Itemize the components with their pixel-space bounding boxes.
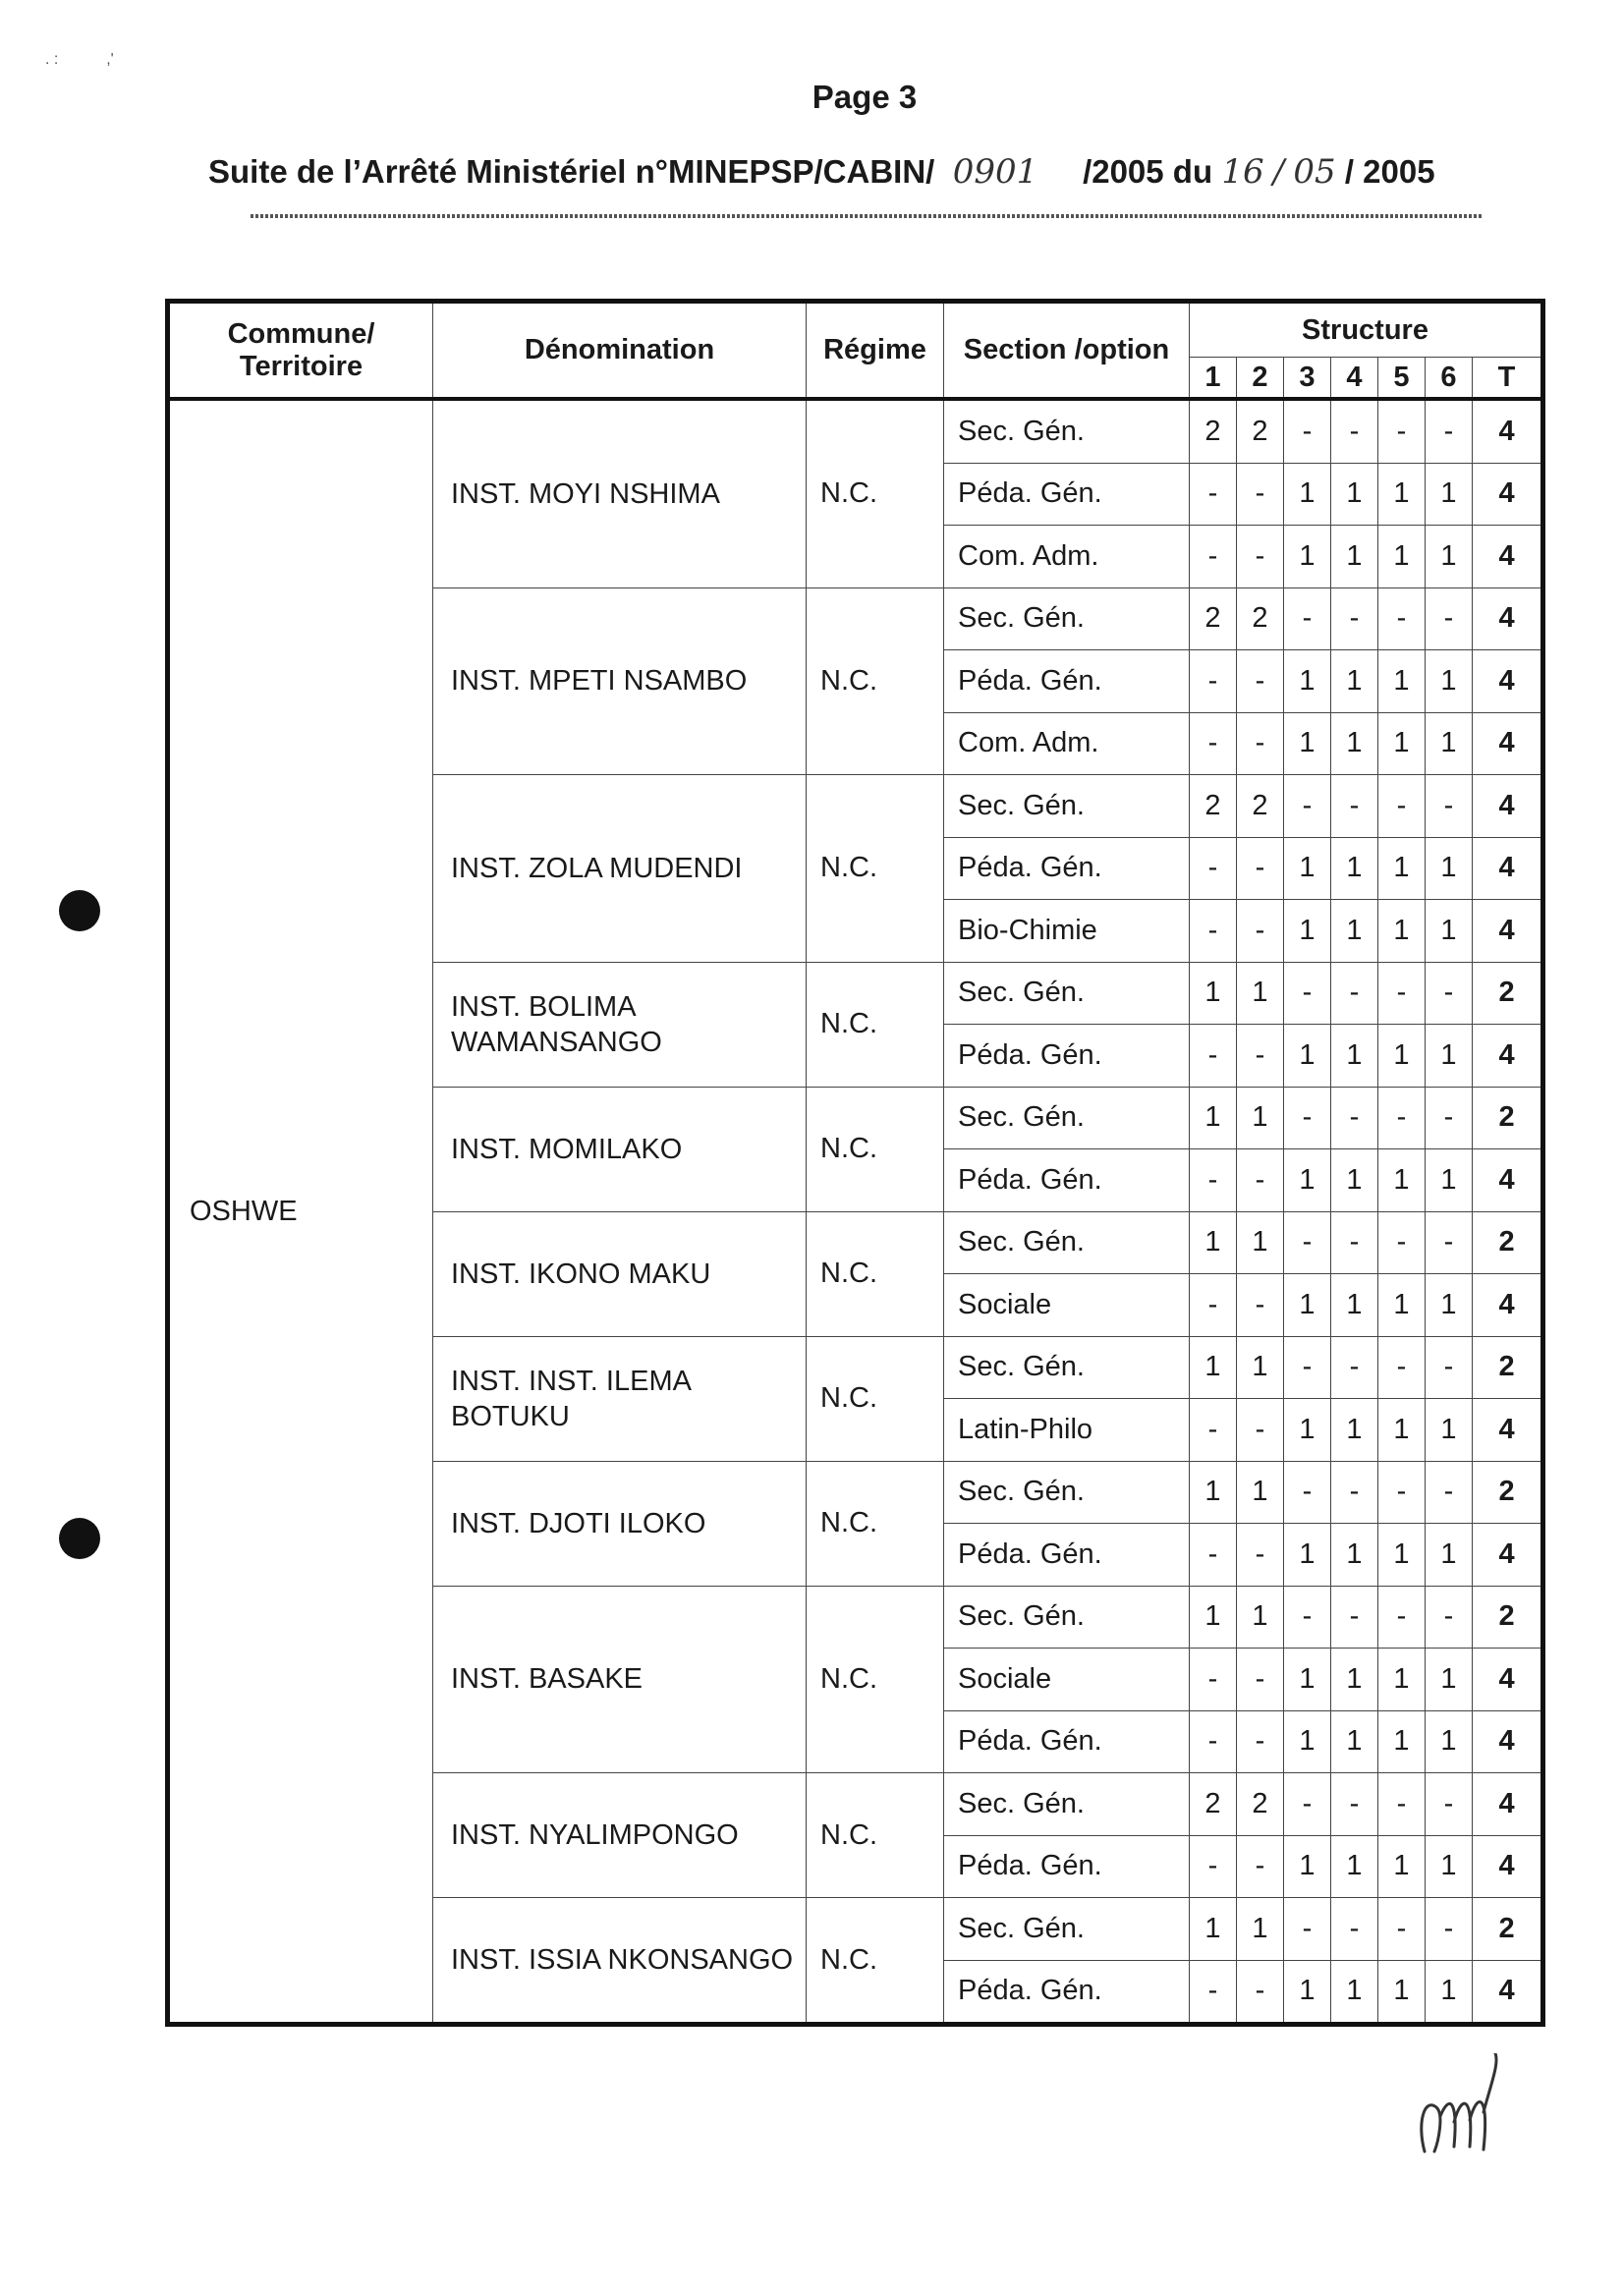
structure-cell: 1: [1284, 1710, 1331, 1773]
structure-total-cell: 4: [1473, 775, 1543, 838]
handwritten-month: 05: [1293, 152, 1336, 192]
heading-underline: [251, 214, 1482, 218]
structure-total-cell: 4: [1473, 650, 1543, 713]
page-number: Page 3: [812, 79, 918, 115]
structure-cell: -: [1190, 1025, 1237, 1088]
structure-cell: -: [1190, 526, 1237, 588]
section-option-cell: Sec. Gén.: [944, 775, 1190, 838]
structure-cell: 2: [1190, 399, 1237, 463]
section-option-cell: Sec. Gén.: [944, 1586, 1190, 1649]
punch-hole: [59, 890, 100, 931]
structure-cell: 1: [1331, 526, 1378, 588]
header-section-option: Section /option: [944, 302, 1190, 400]
structure-cell: 1: [1426, 1399, 1473, 1462]
structure-cell: -: [1378, 1211, 1426, 1274]
structure-cell: -: [1190, 650, 1237, 713]
structure-total-cell: 4: [1473, 837, 1543, 900]
regime-cell: N.C.: [807, 775, 944, 963]
structure-cell: -: [1237, 1399, 1284, 1462]
structure-cell: -: [1378, 1336, 1426, 1399]
structure-cell: -: [1190, 1960, 1237, 2025]
structure-total-cell: 2: [1473, 1087, 1543, 1149]
structure-cell: 1: [1331, 1274, 1378, 1337]
header-structure-col: 5: [1378, 358, 1426, 400]
structure-cell: -: [1284, 1336, 1331, 1399]
structure-cell: -: [1378, 1461, 1426, 1524]
structure-total-cell: 4: [1473, 587, 1543, 650]
structure-cell: 1: [1378, 650, 1426, 713]
regime-cell: N.C.: [807, 399, 944, 587]
structure-cell: -: [1190, 1149, 1237, 1212]
structure-cell: -: [1237, 712, 1284, 775]
structure-cell: 1: [1426, 1649, 1473, 1711]
structure-total-cell: 4: [1473, 1149, 1543, 1212]
structure-total-cell: 4: [1473, 1025, 1543, 1088]
structure-cell: 1: [1331, 1149, 1378, 1212]
structure-cell: 1: [1378, 1835, 1426, 1898]
header-structure-col: 4: [1331, 358, 1378, 400]
structure-cell: -: [1331, 1087, 1378, 1149]
header-structure-col: 1: [1190, 358, 1237, 400]
section-option-cell: Sec. Gén.: [944, 1211, 1190, 1274]
decree-heading-prefix: Suite de l’Arrêté Ministériel n°MINEPSP/CABIN/: [208, 153, 935, 190]
structure-cell: 1: [1378, 1524, 1426, 1587]
structure-cell: -: [1426, 587, 1473, 650]
structure-cell: -: [1190, 1399, 1237, 1462]
structure-cell: 1: [1426, 837, 1473, 900]
header-structure-total: T: [1473, 358, 1543, 400]
structure-cell: 1: [1426, 526, 1473, 588]
structure-cell: 1: [1426, 1149, 1473, 1212]
structure-cell: -: [1426, 1898, 1473, 1961]
structure-cell: -: [1237, 1960, 1284, 2025]
structure-total-cell: 4: [1473, 1835, 1543, 1898]
school-name-cell: INST. ZOLA MUDENDI: [433, 775, 807, 963]
structure-cell: -: [1331, 399, 1378, 463]
header-denomination: Dénomination: [433, 302, 807, 400]
section-option-cell: Péda. Gén.: [944, 837, 1190, 900]
structure-cell: -: [1190, 1274, 1237, 1337]
structure-cell: 1: [1237, 1898, 1284, 1961]
section-option-cell: Com. Adm.: [944, 712, 1190, 775]
table-header: [168, 302, 1543, 400]
structure-cell: -: [1190, 1835, 1237, 1898]
structure-cell: 1: [1331, 1710, 1378, 1773]
structure-cell: -: [1426, 1211, 1473, 1274]
structure-cell: 1: [1284, 1149, 1331, 1212]
structure-total-cell: 4: [1473, 1399, 1543, 1462]
school-name-cell: INST. BASAKE: [433, 1586, 807, 1773]
structure-cell: -: [1237, 650, 1284, 713]
structure-cell: -: [1284, 1461, 1331, 1524]
school-name-cell: INST. ISSIA NKONSANGO: [433, 1898, 807, 2025]
structure-cell: -: [1426, 775, 1473, 838]
section-option-cell: Com. Adm.: [944, 526, 1190, 588]
regime-cell: N.C.: [807, 1336, 944, 1461]
structure-cell: 1: [1284, 900, 1331, 963]
regime-cell: N.C.: [807, 587, 944, 775]
structure-cell: -: [1426, 399, 1473, 463]
structure-cell: 1: [1331, 650, 1378, 713]
structure-cell: -: [1426, 1087, 1473, 1149]
regime-cell: N.C.: [807, 962, 944, 1087]
structure-cell: 1: [1331, 1025, 1378, 1088]
structure-cell: 1: [1284, 1399, 1331, 1462]
structure-cell: 2: [1237, 399, 1284, 463]
structure-cell: -: [1190, 463, 1237, 526]
structure-cell: 1: [1426, 1835, 1473, 1898]
structure-cell: -: [1190, 1649, 1237, 1711]
structure-cell: -: [1284, 399, 1331, 463]
header-commune: Commune/ Territoire: [168, 302, 433, 400]
structure-total-cell: 2: [1473, 1336, 1543, 1399]
structure-total-cell: 2: [1473, 1586, 1543, 1649]
structure-cell: -: [1331, 1898, 1378, 1961]
structure-cell: 1: [1378, 1649, 1426, 1711]
structure-cell: -: [1284, 1586, 1331, 1649]
structure-cell: 1: [1284, 712, 1331, 775]
structure-cell: -: [1331, 587, 1378, 650]
structure-cell: 1: [1331, 1524, 1378, 1587]
structure-total-cell: 2: [1473, 962, 1543, 1025]
structure-cell: 1: [1378, 1274, 1426, 1337]
school-name-cell: INST. MOMILAKO: [433, 1087, 807, 1211]
structure-cell: 1: [1190, 1461, 1237, 1524]
structure-cell: 1: [1284, 837, 1331, 900]
section-option-cell: Péda. Gén.: [944, 1149, 1190, 1212]
regime-cell: N.C.: [807, 1087, 944, 1211]
section-option-cell: Péda. Gén.: [944, 1524, 1190, 1587]
table-body: [168, 399, 1543, 2025]
structure-cell: -: [1284, 1898, 1331, 1961]
structure-cell: 1: [1237, 1336, 1284, 1399]
structure-cell: 1: [1378, 900, 1426, 963]
structure-cell: 1: [1426, 712, 1473, 775]
structure-cell: 1: [1284, 1274, 1331, 1337]
structure-cell: 1: [1426, 1710, 1473, 1773]
section-option-cell: Péda. Gén.: [944, 650, 1190, 713]
section-option-cell: Sec. Gén.: [944, 1898, 1190, 1961]
handwritten-day: 16: [1221, 152, 1264, 192]
structure-cell: 1: [1190, 1211, 1237, 1274]
handwritten-signature: [1415, 2053, 1503, 2161]
structure-total-cell: 4: [1473, 463, 1543, 526]
section-option-cell: Péda. Gén.: [944, 1025, 1190, 1088]
regime-cell: N.C.: [807, 1586, 944, 1773]
structure-cell: -: [1378, 399, 1426, 463]
structure-cell: 1: [1331, 1960, 1378, 2025]
structure-cell: -: [1284, 775, 1331, 838]
structure-cell: 1: [1190, 1336, 1237, 1399]
structure-total-cell: 2: [1473, 1211, 1543, 1274]
structure-cell: 1: [1426, 650, 1473, 713]
structure-total-cell: 4: [1473, 1960, 1543, 2025]
structure-cell: 1: [1378, 837, 1426, 900]
decree-year-end: / 2005: [1344, 153, 1435, 190]
structure-cell: 1: [1426, 900, 1473, 963]
decree-year-du: /2005 du: [1083, 153, 1213, 190]
structure-cell: -: [1426, 962, 1473, 1025]
structure-cell: 1: [1190, 1586, 1237, 1649]
structure-total-cell: 4: [1473, 1274, 1543, 1337]
commune-cell: OSHWE: [168, 399, 433, 2025]
structure-cell: -: [1378, 1087, 1426, 1149]
structure-cell: -: [1378, 1898, 1426, 1961]
structure-cell: 1: [1284, 1835, 1331, 1898]
structure-cell: -: [1190, 1710, 1237, 1773]
structure-cell: -: [1378, 1773, 1426, 1836]
structure-cell: 1: [1284, 463, 1331, 526]
section-option-cell: Sociale: [944, 1649, 1190, 1711]
header-regime: Régime: [807, 302, 944, 400]
school-name-cell: INST. IKONO MAKU: [433, 1211, 807, 1336]
structure-cell: 2: [1237, 587, 1284, 650]
structure-cell: 1: [1237, 1087, 1284, 1149]
structure-cell: 1: [1378, 526, 1426, 588]
structure-cell: -: [1426, 1586, 1473, 1649]
structure-cell: 1: [1426, 1524, 1473, 1587]
structure-cell: 1: [1378, 1399, 1426, 1462]
header-structure: Structure: [1190, 302, 1543, 358]
structure-cell: -: [1331, 1461, 1378, 1524]
structure-cell: 2: [1190, 587, 1237, 650]
structure-total-cell: 4: [1473, 399, 1543, 463]
structure-cell: 1: [1190, 1087, 1237, 1149]
structure-total-cell: 4: [1473, 900, 1543, 963]
structure-cell: 1: [1331, 837, 1378, 900]
structure-total-cell: 4: [1473, 526, 1543, 588]
structure-cell: -: [1190, 900, 1237, 963]
structure-cell: 1: [1426, 1274, 1473, 1337]
header-structure-col: 2: [1237, 358, 1284, 400]
school-name-cell: INST. MOYI NSHIMA: [433, 399, 807, 587]
structure-cell: 1: [1331, 712, 1378, 775]
section-option-cell: Sec. Gén.: [944, 962, 1190, 1025]
structure-cell: -: [1284, 1773, 1331, 1836]
structure-cell: 1: [1237, 1586, 1284, 1649]
structure-cell: 1: [1237, 1211, 1284, 1274]
structure-cell: -: [1284, 1211, 1331, 1274]
structure-cell: -: [1378, 1586, 1426, 1649]
structure-cell: 1: [1331, 1649, 1378, 1711]
structure-cell: -: [1331, 1586, 1378, 1649]
structure-cell: -: [1331, 1773, 1378, 1836]
structure-cell: -: [1237, 1274, 1284, 1337]
structure-cell: 1: [1378, 1025, 1426, 1088]
structure-cell: 1: [1426, 1025, 1473, 1088]
structure-cell: -: [1426, 1773, 1473, 1836]
section-option-cell: Latin-Philo: [944, 1399, 1190, 1462]
structure-cell: 1: [1378, 463, 1426, 526]
structure-cell: -: [1378, 587, 1426, 650]
structure-cell: -: [1190, 712, 1237, 775]
structure-total-cell: 4: [1473, 1649, 1543, 1711]
structure-cell: -: [1237, 1524, 1284, 1587]
structure-cell: -: [1237, 1649, 1284, 1711]
structure-cell: 1: [1190, 1898, 1237, 1961]
structure-cell: -: [1378, 962, 1426, 1025]
structure-cell: 1: [1331, 1835, 1378, 1898]
school-name-cell: INST. MPETI NSAMBO: [433, 587, 807, 775]
section-option-cell: Sec. Gén.: [944, 1336, 1190, 1399]
school-name-cell: INST. BOLIMA WAMANSANGO: [433, 962, 807, 1087]
structure-cell: 1: [1426, 463, 1473, 526]
structure-cell: -: [1237, 1025, 1284, 1088]
structure-cell: 1: [1331, 900, 1378, 963]
structure-cell: 1: [1190, 962, 1237, 1025]
structure-cell: 1: [1284, 1960, 1331, 2025]
handwritten-separator: /: [1272, 152, 1285, 192]
structure-cell: 1: [1378, 1710, 1426, 1773]
structure-cell: 2: [1190, 1773, 1237, 1836]
section-option-cell: Sec. Gén.: [944, 1461, 1190, 1524]
section-option-cell: Sec. Gén.: [944, 1087, 1190, 1149]
structure-cell: -: [1237, 900, 1284, 963]
structure-cell: -: [1426, 1336, 1473, 1399]
section-option-cell: Péda. Gén.: [944, 1835, 1190, 1898]
decree-heading: [208, 152, 1435, 192]
structure-cell: 1: [1237, 1461, 1284, 1524]
structure-cell: -: [1190, 1524, 1237, 1587]
structure-cell: -: [1237, 837, 1284, 900]
structure-cell: -: [1237, 526, 1284, 588]
section-option-cell: Péda. Gén.: [944, 1960, 1190, 2025]
structure-total-cell: 4: [1473, 1710, 1543, 1773]
structure-cell: 1: [1284, 650, 1331, 713]
structure-cell: 1: [1331, 1399, 1378, 1462]
structure-cell: -: [1378, 775, 1426, 838]
structure-cell: 1: [1284, 526, 1331, 588]
structure-total-cell: 2: [1473, 1461, 1543, 1524]
structure-cell: -: [1190, 837, 1237, 900]
scan-specks: . : ,': [45, 51, 114, 68]
regime-cell: N.C.: [807, 1461, 944, 1586]
structure-cell: -: [1237, 1710, 1284, 1773]
structure-cell: 2: [1190, 775, 1237, 838]
structure-cell: -: [1426, 1461, 1473, 1524]
structure-cell: 1: [1284, 1025, 1331, 1088]
structure-cell: 1: [1284, 1524, 1331, 1587]
handwritten-decree-number: 0901: [952, 152, 1038, 192]
section-option-cell: Sec. Gén.: [944, 399, 1190, 463]
structure-total-cell: 4: [1473, 712, 1543, 775]
structure-total-cell: 2: [1473, 1898, 1543, 1961]
structure-total-cell: 4: [1473, 1773, 1543, 1836]
header-structure-col: 6: [1426, 358, 1473, 400]
structure-cell: -: [1284, 1087, 1331, 1149]
regime-cell: N.C.: [807, 1898, 944, 2025]
section-option-cell: Sociale: [944, 1274, 1190, 1337]
structure-cell: 1: [1378, 1960, 1426, 2025]
structure-cell: 1: [1284, 1649, 1331, 1711]
structure-total-cell: 4: [1473, 1524, 1543, 1587]
structure-cell: -: [1331, 1336, 1378, 1399]
structure-cell: -: [1331, 962, 1378, 1025]
structure-cell: -: [1237, 1835, 1284, 1898]
section-option-cell: Sec. Gén.: [944, 587, 1190, 650]
school-name-cell: INST. INST. ILEMA BOTUKU: [433, 1336, 807, 1461]
structure-cell: -: [1237, 463, 1284, 526]
structure-cell: 1: [1331, 463, 1378, 526]
structure-cell: -: [1331, 775, 1378, 838]
structure-cell: 1: [1237, 962, 1284, 1025]
header-structure-col: 3: [1284, 358, 1331, 400]
structure-cell: 2: [1237, 1773, 1284, 1836]
regime-cell: N.C.: [807, 1773, 944, 1898]
regime-cell: N.C.: [807, 1211, 944, 1336]
section-option-cell: Bio-Chimie: [944, 900, 1190, 963]
structure-cell: -: [1237, 1149, 1284, 1212]
school-name-cell: INST. NYALIMPONGO: [433, 1773, 807, 1898]
section-option-cell: Sec. Gén.: [944, 1773, 1190, 1836]
structure-cell: -: [1284, 587, 1331, 650]
structure-cell: 2: [1237, 775, 1284, 838]
table-row: [168, 399, 1543, 463]
structure-cell: -: [1284, 962, 1331, 1025]
punch-hole: [59, 1518, 100, 1559]
school-name-cell: INST. DJOTI ILOKO: [433, 1461, 807, 1586]
section-option-cell: Péda. Gén.: [944, 1710, 1190, 1773]
section-option-cell: Péda. Gén.: [944, 463, 1190, 526]
schools-table: [165, 299, 1545, 2027]
structure-cell: 1: [1426, 1960, 1473, 2025]
structure-cell: 1: [1378, 1149, 1426, 1212]
structure-cell: 1: [1378, 712, 1426, 775]
structure-cell: -: [1331, 1211, 1378, 1274]
